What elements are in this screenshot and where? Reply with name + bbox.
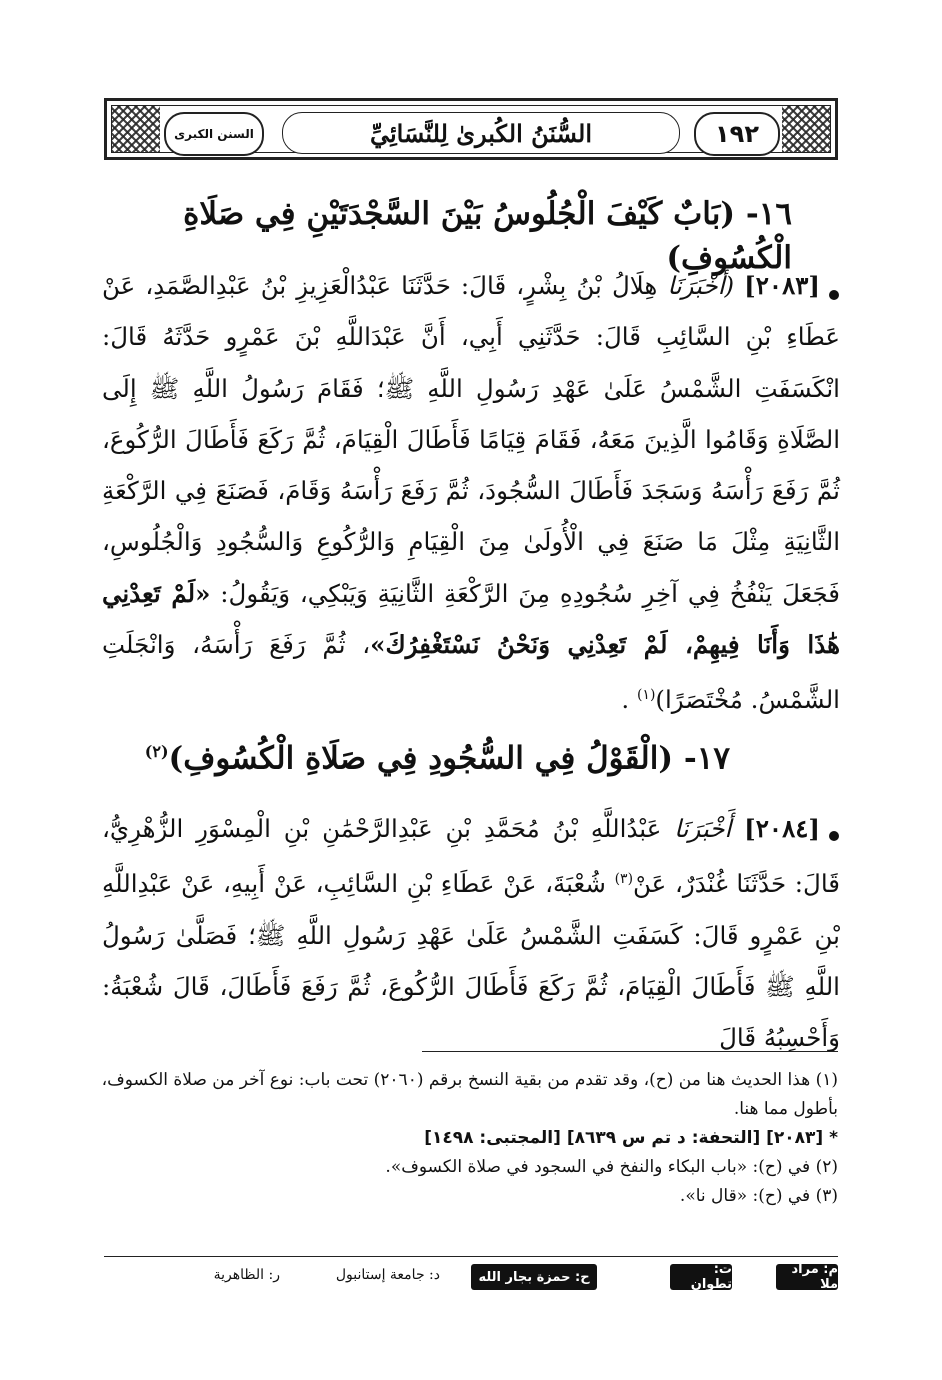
ornament-right	[782, 106, 830, 152]
page-header	[104, 98, 838, 160]
hadith-2084	[102, 803, 840, 1064]
book-logo: السنن الكبرى	[164, 112, 264, 156]
hadith-quote: «لَمْ تَعِدْنِي هَٰذَا وَأَنَا فِيهِمْ، لَمْ تَعِدْنِي وَنَحْنُ نَسْتَغْفِرُكَ»	[102, 578, 840, 660]
hadith-number: [٢٠٨٤]	[744, 814, 820, 843]
footnote-marker: (٣)	[614, 871, 634, 888]
book-title: السُّنَنُ الكُبرىٰ لِلنَّسَائِيِّ	[282, 112, 680, 154]
bottom-divider	[104, 1256, 838, 1257]
footnote-2: (٢) في (ح): «باب البكاء والنفخ في السجود في صلاة الكسوف».	[385, 1157, 838, 1177]
takhrij-note: * [٢٠٨٣] [التحفة: د تم س ٨٦٣٩] [المجتبى: ١٤٩٨]	[424, 1128, 838, 1148]
period: .	[621, 685, 630, 715]
page-number: ١٩٢	[694, 112, 780, 156]
header-frame	[111, 105, 831, 153]
footnote-1: (١) هذا الحديث هنا من (ح)، وقد تقدم من بقية النسخ برقم (٢٠٦٠) تحت باب: نوع آخر من صلاة الكسوف، بأطول مما هنا.	[101, 1070, 838, 1119]
source-d: د: جامعة إستانبول	[335, 1267, 440, 1283]
narration-phrase: (أَخْبَرَنَا	[667, 271, 735, 300]
footnote-divider	[422, 1051, 838, 1052]
narration-phrase: أَخْبَرَنَا	[674, 814, 732, 843]
hadith-2083	[102, 260, 840, 726]
hadith-text-cont: شُعْبَةَ، عَنْ عَطَاءِ بْنِ السَّائِبِ، عَنْ أَبِيهِ، عَنْ عَبْدِاللَّهِ بْنِ عَمْرٍو قَالَ: كَسَفَتِ الشَّمْسُ عَلَىٰ عَهْدِ رَسُولِ اللَّهِ ﷺ؛ فَصَلَّىٰ رَسُولُ اللَّهِ ﷺ فَأَطَالَ الْقِيَامَ، ثُمَّ رَكَعَ فَأَطَالَ الرُّكُوعَ، ثُمَّ رَفَعَ فَأَطَالَ، قَالَ شُعْبَةُ: وَأَحْسِبُهُ قَالَ	[102, 869, 840, 1053]
source-t: ت: تطوان	[670, 1264, 732, 1290]
source-r: ر: الظاهرية	[213, 1267, 280, 1283]
source-h: ح: حمزة بجار الله	[471, 1264, 597, 1290]
section-17-heading	[120, 730, 730, 780]
manuscript-sources	[104, 1264, 838, 1292]
section-16-heading: ١٦- (بَابٌ كَيْفَ الْجُلُوسُ بَيْنَ السَّجْدَتَيْنِ فِي صَلَاةِ الْكُسُوفِ)	[183, 196, 792, 276]
hadith-text: عَبْدُاللَّهِ بْنُ مُحَمَّدِ بْنِ عَبْدِالرَّحْمَٰنِ بْنِ الْمِسْوَرِ الزُّهْرِيُّ، قَالَ: حَدَّثَنَا غُنْدَرٌ، عَنْ	[102, 814, 841, 899]
hadith-text-end: ، ثُمَّ رَفَعَ رَأْسَهُ، وَانْجَلَتِ الشَّمْسُ. مُخْتَصَرًا)	[102, 630, 840, 715]
source-m: م: مراد ملا	[776, 1264, 838, 1290]
hadith-number: [٢٠٨٣]	[744, 271, 820, 300]
footnote-marker: (١)	[636, 687, 656, 704]
hadith-text: هِلَالُ بْنُ بِشْرٍ، قَالَ: حَدَّثَنَا عَبْدُالْعَزِيزِ بْنُ عَبْدِالصَّمَدِ، عَنْ عَطَاءِ بْنِ السَّائِبِ قَالَ: حَدَّثَنِي أَبِي، أَنَّ عَبْدَاللَّهِ بْنَ عَمْرٍو حَدَّثَهُ قَالَ: انْكَسَفَتِ الشَّمْسُ عَلَىٰ عَهْدِ رَسُولِ اللَّهِ ﷺ؛ فَقَامَ رَسُولُ اللَّهِ ﷺ إِلَى الصَّلَاةِ وَقَامُوا الَّذِينَ مَعَهُ، فَقَامَ قِيَامًا فَأَطَالَ الْقِيَامَ، ثُمَّ رَكَعَ فَأَطَالَ الرُّكُوعَ، ثُمَّ رَفَعَ رَأْسَهُ وَسَجَدَ فَأَطَالَ السُّجُودَ، ثُمَّ رَفَعَ رَأْسَهُ وَقَامَ، فَصَنَعَ فِي الرَّكْعَةِ الثَّانِيَةِ مِثْلَ مَا صَنَعَ فِي الْأُولَىٰ مِنَ الْقِيَامِ وَالرُّكُوعِ وَالسُّجُودِ وَالْجُلُوسِ، فَجَعَلَ يَنْفُخُ فِي آخِرِ سُجُودِهِ مِنَ الرَّكْعَةِ الثَّانِيَةِ وَيَبْكِي، وَيَقُولُ:	[102, 271, 840, 608]
footnote-3: (٣) في (ح): «قال نا».	[679, 1186, 838, 1206]
footnote-marker: (٢)	[144, 742, 169, 761]
ornament-left	[112, 106, 160, 152]
section-17-title: ١٧- (الْقَوْلُ فِي السُّجُودِ فِي صَلَاةِ الْكُسُوفِ)	[168, 740, 730, 777]
footnotes	[100, 1066, 838, 1211]
